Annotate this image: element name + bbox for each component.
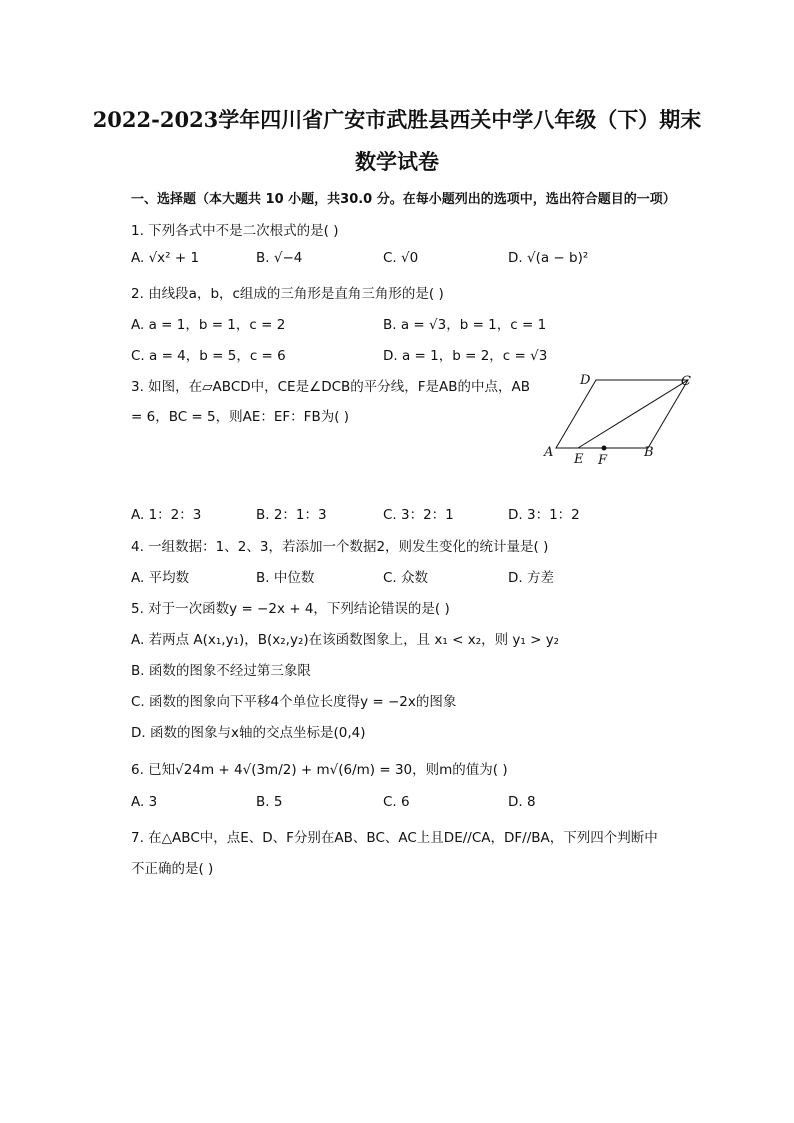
question-3-stem-line2: = 6，BC = 5，则AE：EF：FB为( )	[131, 409, 350, 425]
question-1-option-b: B. √−4	[256, 250, 303, 266]
exam-title-line2: 数学试卷	[355, 149, 439, 174]
question-5-option-b: B. 函数的图象不经过第三象限	[131, 663, 311, 679]
question-4-option-d: D. 方差	[508, 570, 554, 586]
question-6-option-c: C. 6	[383, 794, 410, 810]
question-1-option-c: C. √0	[383, 250, 419, 266]
exam-title-line1: 2022-2023学年四川省广安市武胜县西关中学八年级（下）期末	[92, 107, 702, 132]
parallelogram-figure	[540, 368, 700, 468]
section-heading: 一、选择题（本大题共 10 小题，共30.0 分。在每小题列出的选项中，选出符合题目的一项）	[131, 192, 676, 207]
question-4-option-c: C. 众数	[383, 570, 429, 586]
parallelogram-abcd	[556, 380, 688, 448]
question-3-stem-line1: 3. 如图，在▱ABCD中，CE是∠DCB的平分线，F是AB的中点，AB	[131, 379, 531, 395]
question-2-option-d: D. a = 1，b = 2，c = √3	[383, 348, 548, 364]
question-7-stem-line2: 不正确的是( )	[131, 861, 214, 877]
question-3-option-a: A. 1：2：3	[131, 507, 202, 523]
question-4-option-a: A. 平均数	[131, 570, 190, 586]
question-5-option-a: A. 若两点 A(x₁,y₁)，B(x₂,y₂)在该函数图象上，且 x₁ < x₂，则 y₁ > y₂	[131, 632, 560, 648]
question-2-option-b: B. a = √3，b = 1，c = 1	[383, 317, 547, 333]
label-f: F	[598, 453, 608, 468]
question-6-stem: 6. 已知√24m + 4√(3m/2) + m√(6/m) = 30，则m的值为( )	[131, 762, 508, 778]
question-5-option-d: D. 函数的图象与x轴的交点坐标是(0,4)	[131, 725, 366, 741]
question-6-option-a: A. 3	[131, 794, 158, 810]
question-2-option-c: C. a = 4，b = 5，c = 6	[131, 348, 286, 364]
label-c: C	[681, 374, 691, 389]
question-6-option-d: D. 8	[508, 794, 536, 810]
question-2-stem: 2. 由线段a，b，c组成的三角形是直角三角形的是( )	[131, 286, 444, 302]
question-2-option-a: A. a = 1，b = 1，c = 2	[131, 317, 286, 333]
label-e: E	[574, 452, 584, 467]
question-5-option-c: C. 函数的图象向下平移4个单位长度得y = −2x的图象	[131, 694, 457, 710]
segment-ce	[578, 380, 688, 448]
question-7-stem-line1: 7. 在△ABC中，点E、D、F分别在AB、BC、AC上且DE//CA，DF//BA，下列四个判断中	[131, 830, 658, 846]
question-6-option-b: B. 5	[256, 794, 283, 810]
label-d: D	[580, 373, 591, 388]
question-5-stem: 5. 对于一次函数y = −2x + 4，下列结论错误的是( )	[131, 601, 450, 617]
question-1-stem: 1. 下列各式中不是二次根式的是( )	[131, 223, 339, 239]
question-1-option-d: D. √(a − b)²	[508, 250, 589, 266]
label-a: A	[544, 445, 554, 460]
question-3-option-d: D. 3：1：2	[508, 507, 580, 523]
question-3-option-c: C. 3：2：1	[383, 507, 454, 523]
question-1-option-a: A. √x² + 1	[131, 250, 200, 266]
label-b: B	[644, 445, 654, 460]
question-4-option-b: B. 中位数	[256, 570, 315, 586]
question-4-stem: 4. 一组数据：1、2、3，若添加一个数据2，则发生变化的统计量是( )	[131, 539, 549, 555]
point-f-dot	[602, 446, 607, 451]
question-3-option-b: B. 2：1：3	[256, 507, 327, 523]
